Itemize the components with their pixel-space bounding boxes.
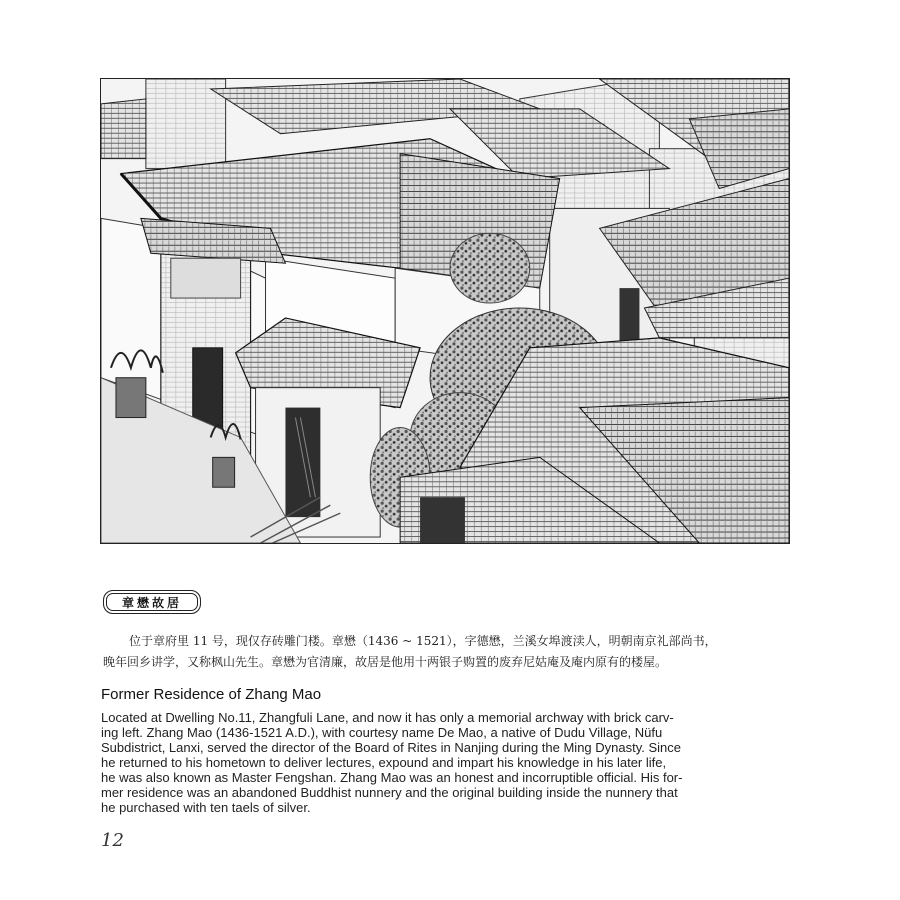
english-line-2: ing left. Zhang Mao (1436-1521 A.D.), with courtesy name De Mao, a native of Dudu Village, Nüfu <box>101 725 663 740</box>
english-line-6: mer residence was an abandoned Buddhist nunnery and the original building inside the nunnery that <box>101 785 678 800</box>
english-line-5: he was also known as Master Fengshan. Zhang Mao was an honest and incorruptible official. His for- <box>101 770 683 785</box>
english-line-7: he purchased with ten taels of silver. <box>101 800 311 815</box>
english-line-3: Subdistrict, Lanxi, served the director of the Board of Rites in Nanjing during the Ming Dynasty. Since <box>101 740 681 755</box>
english-description <box>101 710 791 815</box>
chinese-line-2: 晚年回乡讲学，又称枫山先生。章懋为官清廉，故居是他用十两银子购置的废弃尼姑庵及庵内原有的楼屋。 <box>103 655 668 669</box>
ink-drawing <box>101 79 789 543</box>
section-title-tag <box>103 590 201 614</box>
english-line-4: he returned to his hometown to deliver lectures, expound and impart his knowledge in his later life, <box>101 755 667 770</box>
chinese-line-1: 位于章府里 11 号，现仅存砖雕门楼。章懋（1436 ~ 1521），字德懋，兰溪女埠渡渎人，明朝南京礼部尚书， <box>129 634 717 648</box>
english-title: Former Residence of Zhang Mao <box>101 686 322 703</box>
page-number: 12 <box>101 830 124 851</box>
section-title: 章懋故居 <box>121 595 182 610</box>
english-line-1: Located at Dwelling No.11, Zhangfuli Lane, and now it has only a memorial archway with brick carv- <box>101 710 674 725</box>
chinese-description <box>103 631 793 673</box>
house-illustration <box>100 78 790 544</box>
